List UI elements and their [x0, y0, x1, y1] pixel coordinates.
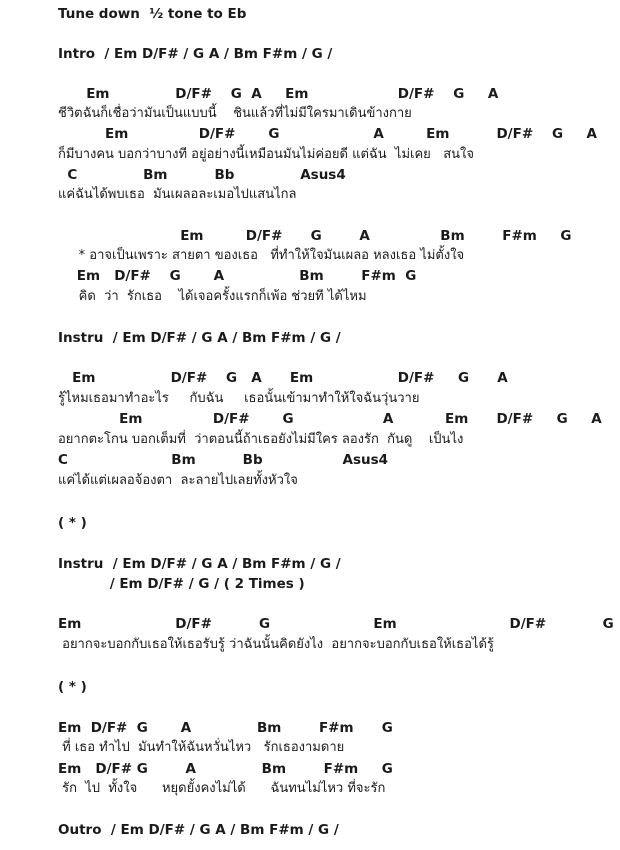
chord-line: C Bm Bb Asus4: [58, 167, 346, 183]
lyric-line: อยากจะบอกกับเธอให้เธอรับรู้ ว่าฉันนั้นคิดยังไง อยากจะบอกกับเธอให้เธอได้รู้: [58, 637, 494, 652]
chord-line: Em D/F# G A Em D/F# G A: [58, 370, 508, 386]
chord-line: Em D/F# G A Bm F#m G: [58, 761, 393, 777]
tuning-header: Tune down ½ tone to Eb: [58, 6, 247, 22]
lyric-line: รัก ไป ทั้งใจ หยุดยั้งคงไม่ได้ ฉันทนไม่ไหว ที่จะรัก: [58, 781, 386, 796]
chord-line: Em D/F# G A Bm F#m G: [58, 228, 572, 244]
lyric-line: ก็มีบางคน บอกว่าบางที อยู่อย่างนี้เหมือนมันไม่ค่อยดี แต่ฉัน ไม่เคย สนใจ: [58, 147, 474, 162]
lyric-line: ที่ เธอ ทำไป มันทำให้ฉันหวั่นไหว รักเธองามดาย: [58, 740, 345, 755]
outro-line: Outro / Em D/F# / G A / Bm F#m / G /: [58, 822, 339, 838]
chorus-repeat-marker: ( * ): [58, 515, 87, 531]
intro-line: Intro / Em D/F# / G A / Bm F#m / G /: [58, 46, 333, 62]
lyric-line: อยากตะโกน บอกเต็มที่ ว่าตอนนี้ถ้าเธอยังไม่มีใคร ลองรัก กันดู เป็นไง: [58, 432, 464, 447]
chorus-repeat-marker: ( * ): [58, 679, 87, 695]
chorus-lyric-line: คิด ว่า รักเธอ ได้เจอครั้งแรกก็เพ้อ ช่วยที ได้ไหม: [58, 289, 367, 304]
chord-line: Em D/F# G A Bm F#m G: [58, 268, 417, 284]
instru-line: Instru / Em D/F# / G A / Bm F#m / G /: [58, 330, 341, 346]
chord-line: Em D/F# G A Em D/F# G A: [58, 126, 597, 142]
chorus-lyric-line: * อาจเป็นเพราะ สายตา ของเธอ ที่ทำให้ใจมันเผลอ หลงเธอ ไม่ตั้งใจ: [58, 248, 465, 263]
instru-line: / Em D/F# / G / ( 2 Times ): [58, 576, 305, 592]
chord-line: Em D/F# G Em D/F# G: [58, 616, 614, 632]
chord-line: Em D/F# G A Em D/F# G A: [58, 86, 499, 102]
chord-line: Em D/F# G A Bm F#m G: [58, 720, 393, 736]
lyric-line: รู้ไหมเธอมาทำอะไร กับฉัน เธอนั้นเข้ามาทำให้ใจฉันวุ่นวาย: [58, 391, 420, 406]
lyric-line: แค่ได้แต่เผลอจ้องตา ละลายไปเลยทั้งหัวใจ: [58, 473, 298, 488]
chord-line: C Bm Bb Asus4: [58, 452, 389, 468]
instru-line: Instru / Em D/F# / G A / Bm F#m / G /: [58, 556, 341, 572]
lyric-line: แค่ฉันได้พบเธอ มันเผลอละเมอไปแสนไกล: [58, 187, 297, 202]
lyric-line: ชีวิตฉันก็เชื่อว่ามันเป็นแบบนี้ ชินแล้วที่ไม่มีใครมาเดินข้างกาย: [58, 106, 412, 121]
chord-line: Em D/F# G A Em D/F# G A: [58, 411, 602, 427]
